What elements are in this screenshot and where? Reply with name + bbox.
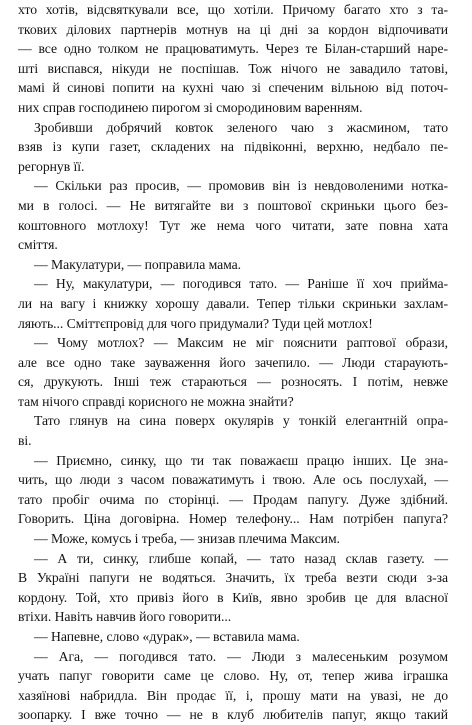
text-line: — Приємно, синку, що ти так поважаєш працю інших. Це зна- (34, 452, 448, 468)
text-line: — Напевне, слово «дурак», — вставила мама. (34, 629, 300, 644)
text-line: коштовного мотлоху! Тут же нема чого читати, зате повна хата (18, 217, 448, 233)
text-line: взяв із купи газет, складених на підвіконні, верхню, недбало пе- (18, 139, 448, 155)
text-line: регорнув її. (18, 158, 85, 174)
text-line: тато пробіг очима по сторінці. — Продам папугу. Дуже здібний. (18, 491, 448, 507)
text-line: — Може, комусь і треба, — знизав плечима Максим. (34, 531, 340, 547)
text-line: В Україні папуги не водяться. Значить, їх треба везти сюди з-за (18, 570, 448, 586)
text-line: ві. (18, 433, 32, 449)
text-line: — Ага, — погодився тато. — Люди з малесеньким розумом (34, 648, 448, 664)
text-line: них справ господинею пирогом зі смородиновим варенням. (18, 99, 363, 115)
text-line: — Чому мотлох? — Максим не міг пояснити раптової образи, (34, 335, 448, 351)
text-line: втіхи. Навіть навчив його говорити... (18, 609, 232, 625)
text-line: хто хотів, відсвяткували все, що хотіли. Причому багато хто з та- (18, 2, 448, 17)
text-line: там нічого справді корисного не можна знайти? (18, 393, 294, 409)
text-line: — Ну, макулатури, — погодився тато. — Раніше її хоч прийма- (34, 276, 448, 292)
text-line: ми в голосі. — Не витягайте ви з поштової скриньки цього без- (18, 197, 448, 213)
text-line: ляють... Сміттєпровід для чого придумали? Туди цей мотлох! (18, 315, 373, 331)
text-line: Говорить. Ціна договірна. Номер телефону... Нам потрібен папуга? (18, 511, 448, 527)
text-line: ткових ділових партнерів мотнув на ці дні за кордон відпочивати (18, 21, 448, 37)
text-line: чить, що люди з часом поважатимуть і твою. Але ось послухай, — (18, 472, 448, 488)
text-line: Тато глянув на сина поверх окулярів у тонкій елегантній опра- (34, 413, 448, 429)
text-line: кордону. Той, хто привіз його в Київ, явно зробив це для власної (18, 589, 448, 605)
text-line: — Макулатури, — поправила мама. (34, 256, 242, 272)
book-page-text (18, 0, 448, 723)
text-line: шті виспався, нікуди не поспішав. Тож нічого не завадило татові, (18, 60, 448, 76)
text-line: Зробивши добрячий ковток зеленого чаю з жасмином, тато (34, 119, 448, 135)
text-line: мамі й синові попити на кухні чаю зі спеченим вільною від поточ- (18, 80, 448, 96)
text-line: ся, друкують. Інші теж стараються — розносять. І потім, невже (18, 374, 448, 390)
text-line: — А ти, синку, глибше копай, — тато назад склав газету. — (34, 550, 448, 566)
text-line: — все одно толком не працюватимуть. Через те Білан-старший нарe- (18, 41, 448, 57)
text-line: але все одно таке зауваження його зачепило. — Люди стараують- (18, 354, 448, 370)
text-line: хазяїнові набридла. Він продає її, і, прошу мати на увазі, не до (18, 687, 448, 703)
text-line: сміття. (18, 237, 58, 253)
text-line: ли на вагу і книжку хорошу давали. Тепер тільки скриньки захлам- (18, 295, 448, 311)
text-line: зоопарку. І вже точно — не в клуб любителів папуг, якщо такий (18, 707, 448, 723)
text-line: учать папуг говорити саме це слово. Ну, от, тепер жива іграшка (18, 668, 448, 684)
text-line: — Скільки раз просив, — промовив він із невдоволеними нотка- (34, 178, 448, 194)
